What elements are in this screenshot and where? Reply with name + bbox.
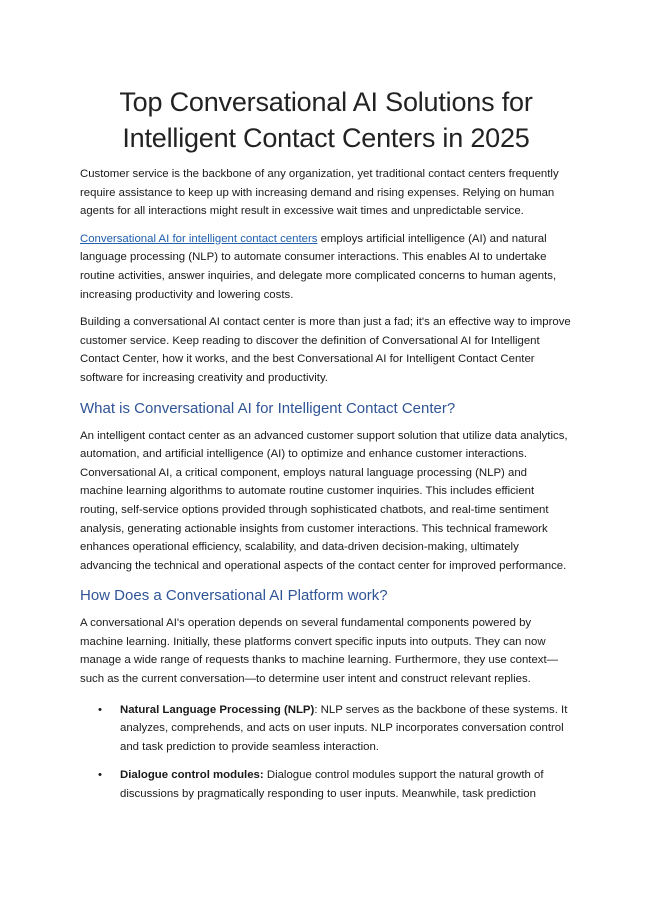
definition-paragraph-text: employs artificial intelligence (AI) and natural language processing (NLP) to automate consumer interactions. This enables AI to undertake routine activities, answer inquiries, and delegate more complicated concerns to human agents, increasing productivity and lowering costs. (80, 232, 557, 301)
section-heading-what-is: What is Conversational AI for Intelligent Contact Center? (80, 399, 456, 417)
section-what-is-body: An intelligent contact center as an advanced customer support solution that utilize data analytics, automation, and artificial intelligence (AI) to optimize and enhance customer interactions. Conversational AI, a critical component, employs natural language processing (NLP) and machine learning algorithms to automate routine customer inquiries. This includes efficient routing, self-service options provided through sophisticated chatbots, and real-time sentiment analysis, generating actionable insights from customer interactions. This technical framework enhances operational efficiency, scalability, and data-driven decision-making, ultimately advancing the technical and operational aspects of the contact center for improved performance. (80, 429, 568, 572)
conversational-ai-link[interactable]: Conversational AI for intelligent contact centers (80, 232, 318, 245)
list-item-text: : NLP serves as the backbone of these systems. It analyzes, comprehends, and acts on user inputs. NLP incorporates conversation control and task prediction to provide seamless interaction. (120, 703, 568, 753)
list-item (98, 766, 572, 803)
list-item-term: Natural Language Processing (NLP) (120, 703, 315, 716)
components-list (80, 701, 572, 804)
intro-paragraph: Customer service is the backbone of any organization, yet traditional contact centers frequently require assistance to keep up with increasing demand and rising expenses. Relying on human agents for all interactions might result in excessive wait times and unpredictable service. (80, 168, 559, 218)
overview-paragraph: Building a conversational AI contact center is more than just a fad; it's an effective way to improve customer service. Keep reading to discover the definition of Conversational AI for Intelligent Contact Center, how it works, and the best Conversational AI for Intelligent Contact Center software for increasing creativity and productivity. (80, 316, 571, 384)
section-heading-how-it-works: How Does a Conversational AI Platform work? (80, 587, 388, 605)
list-item-term: Dialogue control modules: (120, 769, 264, 782)
bullet-icon: • (98, 769, 102, 782)
bullet-icon: • (98, 703, 102, 716)
document-title: Top Conversational AI Solutions for Intelligent Contact Centers in 2025 (119, 87, 533, 153)
list-item (98, 701, 572, 757)
definition-paragraph (80, 230, 572, 304)
list-item-text: Dialogue control modules support the natural growth of discussions by pragmatically responding to user inputs. Meanwhile, task prediction (120, 769, 544, 801)
section-how-it-works-body: A conversational AI's operation depends on several fundamental components powered by machine learning. Initially, these platforms convert specific inputs into outputs. They can now manage a wide range of requests thanks to machine learning. Furthermore, they use context—such as the current conversation—to determine user intent and construct relevant replies. (80, 617, 559, 686)
